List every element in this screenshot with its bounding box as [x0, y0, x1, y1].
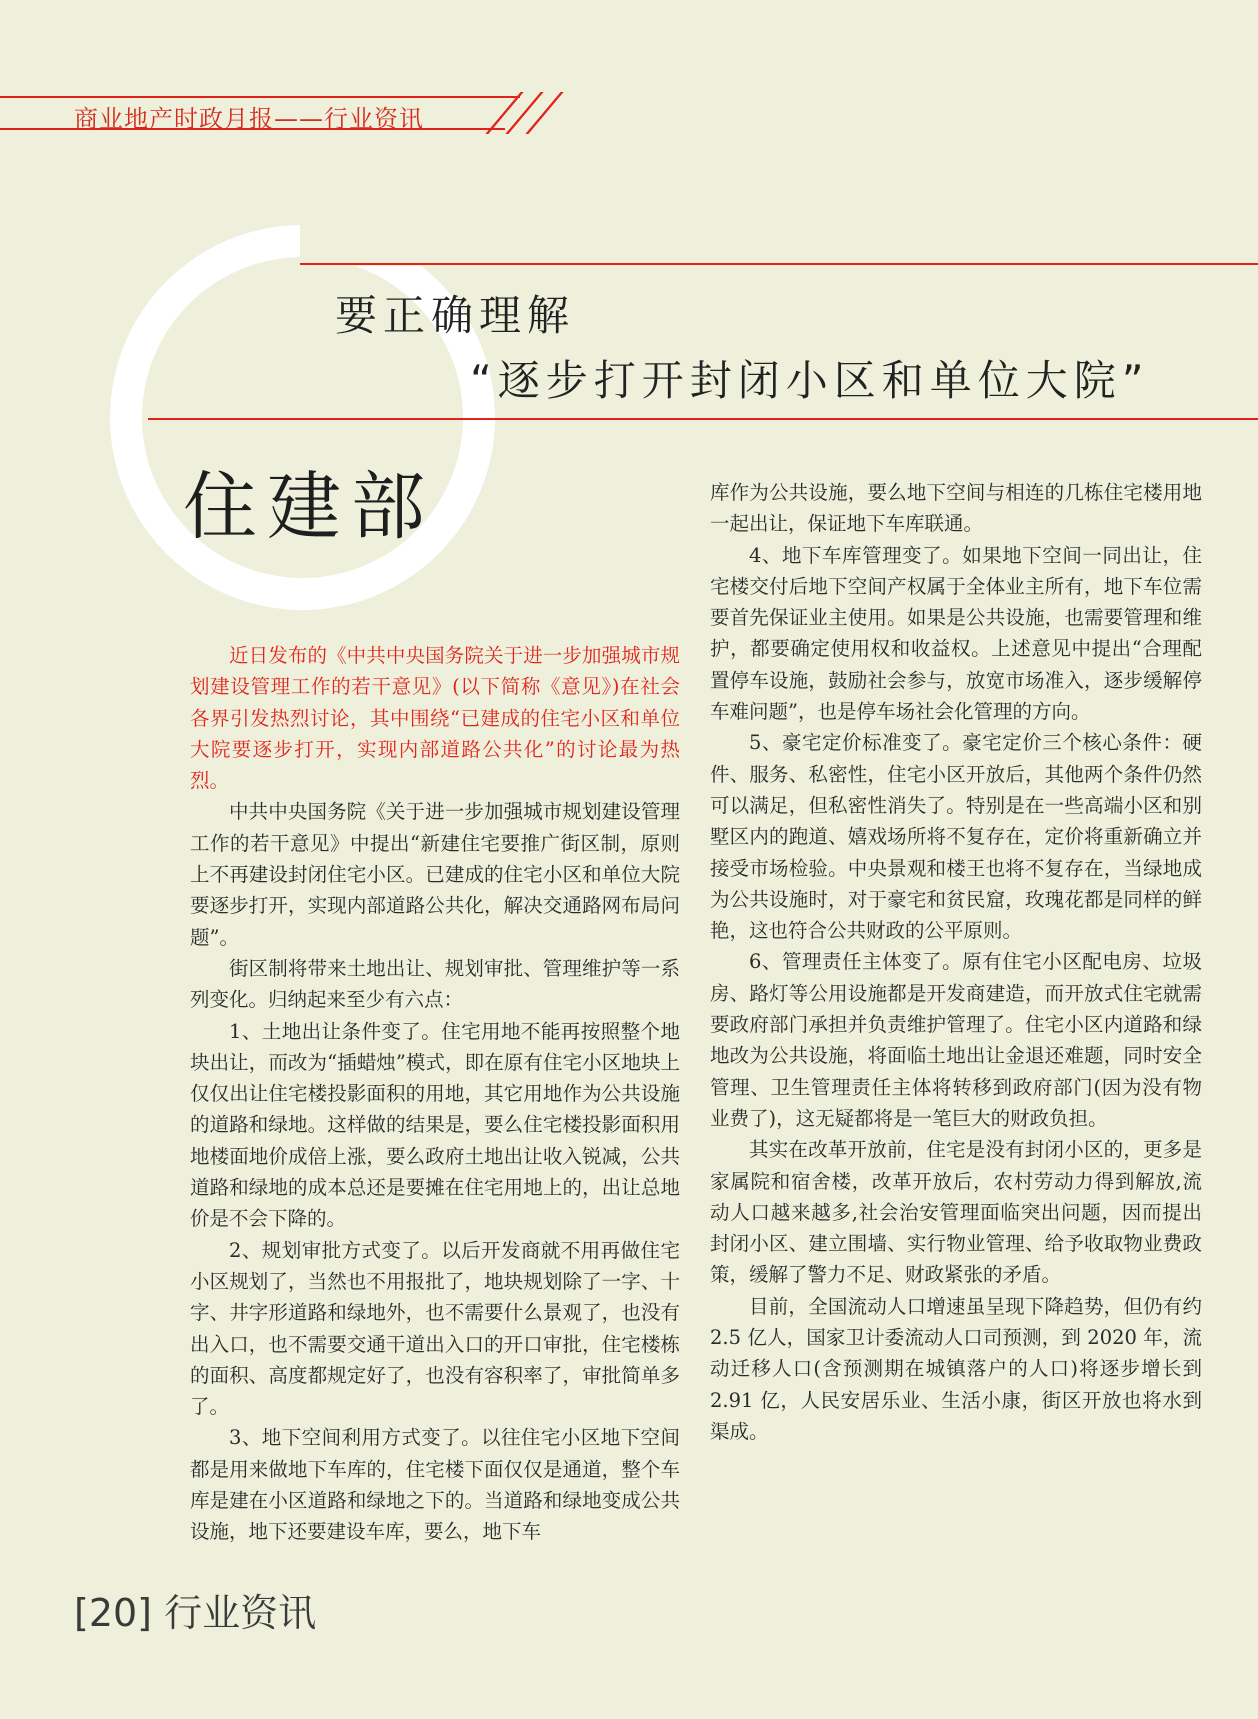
lead-paragraph: 近日发布的《中共中央国务院关于进一步加强城市规划建设管理工作的若干意见》(以下简称《意见》)在社会各界引发热烈讨论，其中围绕“已建成的住宅小区和单位大院要逐步打开，实现内部道路公共化”的讨论最为热烈。: [190, 644, 680, 793]
page-footer: [74, 1582, 316, 1637]
body-paragraph: 3、地下空间利用方式变了。以往住宅小区地下空间都是用来做地下车库的，住宅楼下面仅仅是通道，整个车库是建在小区道路和绿地之下的。当道路和绿地变成公共设施，地下还要建设车库，要么，地下车: [190, 1426, 680, 1544]
body-paragraph: 6、管理责任主体变了。原有住宅小区配电房、垃圾房、路灯等公用设施都是开发商建造，而开放式住宅就需要政府部门承担并负责维护管理了。住宅小区内道路和绿地改为公共设施，将面临土地出让金退还难题，同时安全管理、卫生管理责任主体将转移到政府部门(因为没有物业费了)，这无疑都将是一笔巨大的财政负担。: [710, 950, 1202, 1130]
article-author: 住建部: [183, 464, 435, 550]
left-column: [190, 640, 680, 1548]
header-rule-top: [0, 96, 520, 98]
header-title: 商业地产时政月报——行业资讯: [74, 105, 424, 133]
footer-section: 行业资讯: [164, 1591, 317, 1635]
right-column: [710, 477, 1202, 1447]
title-rule-top: [300, 263, 1258, 265]
header-slash: [525, 92, 563, 134]
body-paragraph: 1、土地出让条件变了。住宅用地不能再按照整个地块出让，而改为“插蜡烛”模式，即在原有住宅小区地块上仅仅出让住宅楼投影面积的用地，其它用地作为公共设施的道路和绿地。这样做的结果是，要么住宅楼投影面积用地楼面地价成倍上涨，要么政府土地出让收入锐减，公共道路和绿地的成本总还是要摊在住宅用地上的，出让总地价是不会下降的。: [190, 1019, 680, 1231]
article-title-line2: “逐步打开封闭小区和单位大院”: [470, 356, 1150, 405]
title-rule-bottom: [148, 418, 1258, 420]
body-paragraph: 2、规划审批方式变了。以后开发商就不用再做住宅小区规划了，当然也不用报批了，地块规划除了一字、十字、井字形道路和绿地外，也不需要什么景观了，也没有出入口，也不需要交通干道出入口的开口审批，住宅楼栋的面积、高度都规定好了，也没有容积率了，审批简单多了。: [190, 1238, 680, 1419]
header-slash: [505, 92, 543, 134]
body-paragraph-continued: 库作为公共设施，要么地下空间与相连的几栋住宅楼用地一起出让，保证地下车库联通。: [710, 481, 1202, 536]
article-title-line1: 要正确理解: [335, 291, 576, 340]
body-paragraph: 目前，全国流动人口增速虽呈现下降趋势，但仍有约 2.5 亿人，国家卫计委流动人口司预测，到 2020 年，流动迁移人口(含预测期在城镇落户的人口)将逐步增长到 2.91 亿，人民安居乐业、生活小康，街区开放也将水到渠成。: [710, 1294, 1202, 1443]
page-number: [20]: [74, 1591, 153, 1635]
body-paragraph: 4、地下车库管理变了。如果地下空间一同出让，住宅楼交付后地下空间产权属于全体业主所有，地下车位需要首先保证业主使用。如果是公共设施，也需要管理和维护，都要确定使用权和收益权。上述意见中提出“合理配置停车设施，鼓励社会参与，放宽市场准入，逐步缓解停车难问题”，也是停车场社会化管理的方向。: [710, 543, 1202, 724]
body-paragraph: 其实在改革开放前，住宅是没有封闭小区的，更多是家属院和宿舍楼，改革开放后，农村劳动力得到解放,流动人口越来越多,社会治安管理面临突出问题，因而提出封闭小区、建立围墙、实行物业管理、给予收取物业费政策，缓解了警力不足、财政紧张的矛盾。: [710, 1138, 1202, 1287]
decorative-ring-gap: [300, 210, 520, 266]
body-paragraph: 中共中央国务院《关于进一步加强城市规划建设管理工作的若干意见》中提出“新建住宅要推广街区制，原则上不再建设封闭住宅小区。已建成的住宅小区和单位大院要逐步打开，实现内部道路公共化，解决交通路网布局问题”。: [190, 800, 680, 949]
body-paragraph: 街区制将带来土地出让、规划审批、管理维护等一系列变化。归纳起来至少有六点：: [190, 956, 680, 1012]
body-paragraph: 5、豪宅定价标准变了。豪宅定价三个核心条件：硬件、服务、私密性，住宅小区开放后，其他两个条件仍然可以满足，但私密性消失了。特别是在一些高端小区和别墅区内的跑道、嬉戏场所将不复存在，定价将重新确立并接受市场检验。中央景观和楼王也将不复存在，当绿地成为公共设施时，对于豪宅和贫民窟，玫瑰花都是同样的鲜艳，这也符合公共财政的公平原则。: [710, 731, 1202, 943]
